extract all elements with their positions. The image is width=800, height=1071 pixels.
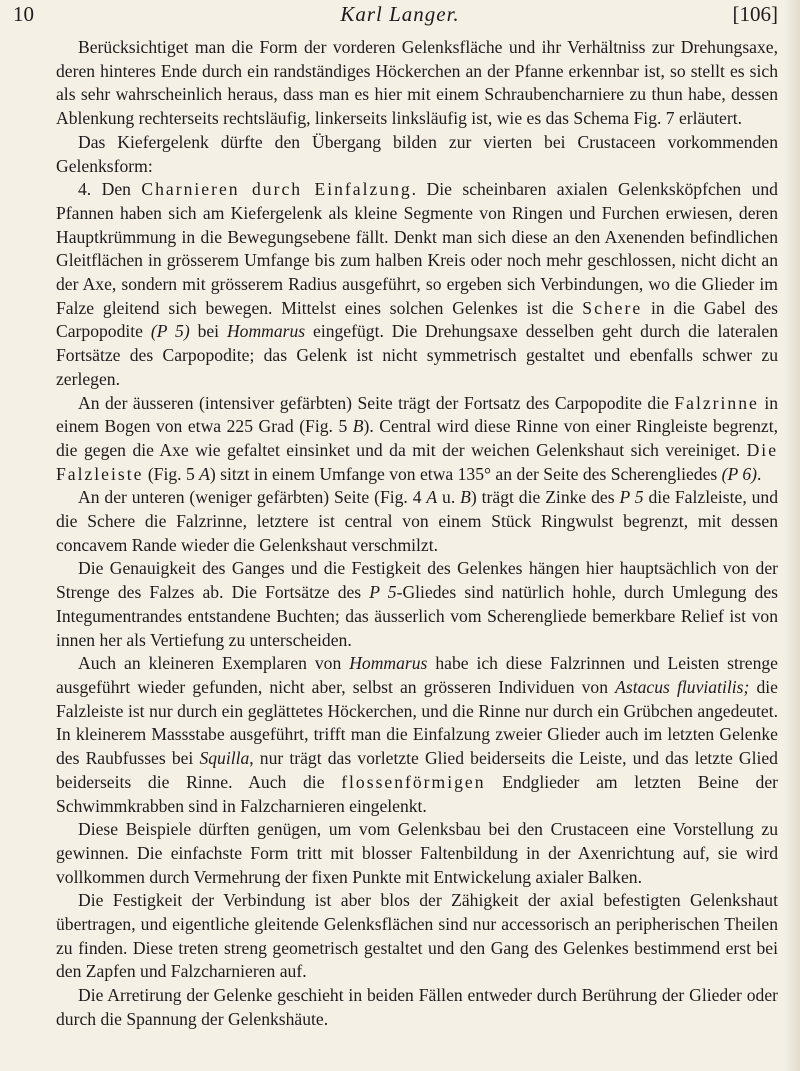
- italic-text: P 5: [369, 582, 397, 603]
- paragraph-text: ). Central wird diese Rinne von einer Ringleiste begrenzt, die gegen die Axe wie gefaltet einsinket und da mit der weichen Gelenkshaut sich vereiniget.: [56, 416, 778, 460]
- italic-text: (P 6): [721, 463, 757, 484]
- paragraph: [56, 889, 778, 984]
- italic-text: B: [352, 416, 364, 437]
- italic-text: Hommarus: [349, 653, 428, 674]
- paragraph-text: in die Gabel des Carpopodite: [56, 297, 779, 342]
- paragraph-text: . Die scheinbaren axialen Gelenksköpfchen und Pfannen haben sich am Kiefergelenk als kleine Segmente von Ringen und Furchen erwiesen, deren Hauptkrümmung in die Bewegungsebene fällt. Denkt man sich diese an den Axenenden befindlichen Gleitflächen in grösserem Umfange bis zum halben Kreis oder noch mehr geschlossen, nicht dicht an der Axe, sondern mit grösserem Radius ausgeführt, so ergeben sich Verbindungen, wo die Glieder im Falze gleitend sich bewegen. Mittelst eines solchen Gelenkes ist die: [56, 179, 778, 318]
- paragraph-text: 4. Den: [78, 179, 142, 200]
- paragraph: [56, 557, 778, 652]
- paragraph-text: bei: [189, 321, 227, 342]
- page-header: [0, 0, 800, 30]
- paragraph-text: ) trägt die Zinke des: [470, 487, 620, 508]
- italic-text: A: [199, 463, 210, 484]
- paragraph: [56, 131, 778, 178]
- paragraph-text: habe ich diese Falzrinnen und Leisten strenge ausgeführt wieder gefunden, nicht aber, selbst an grösseren Individuen von: [56, 653, 778, 697]
- paragraph-text: die Falzleiste, und die Schere die Falzrinne, letztere ist central von einem Stück Ringwulst begrenzt, mit dessen concavem Rande wieder die Gelenkshaut verschmilzt.: [56, 487, 779, 555]
- paragraph-text: in einem Bogen von etwa 225 Grad (Fig. 5: [56, 392, 778, 437]
- paragraph-text: Endglieder am letzten Beine der Schwimmkrabben sind in Falzcharnieren eingelenkt.: [56, 771, 778, 816]
- page-body: [56, 36, 778, 1032]
- paragraph-text: Das Kiefergelenk dürfte den Übergang bilden zur vierten bei Crustaceen vorkommenden Gelenksform:: [56, 131, 778, 176]
- paragraph-text: , nur trägt das vorletzte Glied beiderseits die Leiste, und das letzte Glied beiderseits die Rinne. Auch die: [56, 748, 778, 792]
- paragraph-text: u.: [437, 487, 461, 508]
- paragraph-text: Die Arretirung der Gelenke geschieht in beiden Fällen entweder durch Berührung der Glieder oder durch die Spannung der Gelenkshäute.: [56, 985, 778, 1029]
- paragraph-text: Diese Beispiele dürften genügen, um vom Gelenksbau bei den Crustaceen eine Vorstellung zu gewinnen. Die einfachste Form tritt mit blosser Faltenbildung in der Axenrichtung auf, sie wird vollkommen durch Vermehrung der fixen Punkte mit Entwickelung axialer Balken.: [56, 819, 778, 887]
- paragraph-text: -Gliedes sind natürlich hohle, durch Umlegung des Integumentrandes entstandene Buchten; das äusserlich vom Scherengliede bemerkbare Relief ist von innen her als Vertiefung zu unterscheiden.: [56, 582, 778, 650]
- page-number: 10: [13, 2, 34, 26]
- paragraph-text: die Falzleiste ist nur durch ein geglättetes Höckerchen, und die Rinne nur durch ein Grübchen angedeutet. In kleinerem Massstabe ausgeführt, trifft man die Einfalzung zweier Glieder auch im letzten Gelenke des Raubfusses bei: [56, 676, 778, 769]
- paragraph: [56, 486, 778, 557]
- paragraph: [56, 818, 778, 889]
- paragraph-text: eingefügt. Die Drehungsaxe desselben geht durch die lateralen Fortsätze des Carpopodite; das Gelenk ist nicht symmetrisch gestaltet und ebenfalls schwer zu zerlegen.: [56, 321, 779, 389]
- italic-text: B: [460, 487, 471, 508]
- paragraph-text: Die Genauigkeit des Ganges und die Festigkeit des Gelenkes hängen hier hauptsächlich von der Strenge des Falzes ab. Die Fortsätze des: [56, 558, 778, 603]
- section-number: [106]: [732, 2, 778, 26]
- paragraph: [56, 36, 778, 131]
- italic-text: A: [426, 487, 438, 508]
- italic-text: Squilla: [199, 748, 250, 769]
- paragraph: [56, 984, 778, 1031]
- paragraph: [56, 652, 778, 818]
- spaced-emphasis-text: Schere: [582, 297, 643, 318]
- paragraph-text: ) sitzt in einem Umfange von etwa 135° an der Seite des Scherengliedes: [209, 463, 722, 484]
- spaced-emphasis-text: flossenförmigen: [341, 771, 486, 792]
- italic-text: Hommarus: [226, 321, 306, 342]
- running-title: Karl Langer.: [340, 2, 460, 26]
- paragraph: [56, 178, 778, 391]
- paragraph-text: (Fig. 5: [143, 463, 200, 484]
- paragraph-text: An der unteren (weniger gefärbten) Seite (Fig. 4: [78, 487, 427, 508]
- italic-text: Astacus fluviatilis;: [615, 676, 750, 697]
- paragraph-text: Die Festigkeit der Verbindung ist aber blos der Zähigkeit der axial befestigten Gelenkshaut übertragen, und eigentliche gleitende Gelenksflächen sind nur accessorisch an peripherischen Theilen zu finden. Diese treten streng geometrisch gestaltet und den Gang des Gelenkes bestimmend erst bei den Zapfen und Falzcharnieren auf.: [56, 890, 778, 982]
- page-edge-shadow: [784, 0, 800, 1071]
- italic-text: (P 5): [150, 321, 190, 342]
- italic-text: P 5: [619, 487, 644, 508]
- spaced-emphasis-text: Charnieren durch Einfalzung: [141, 179, 412, 200]
- paragraph-text: .: [756, 463, 762, 484]
- paragraph: [56, 392, 778, 487]
- paragraph-text: Berücksichtiget man die Form der vorderen Gelenksfläche und ihr Verhältniss zur Drehungsaxe, deren hinteres Ende durch ein randständiges Höckerchen an der Pfanne erkennbar ist, so stellt es sich als sehr wahrscheinlich heraus, dass man es hier mit einem Schraubencharniere zu thun habe, dessen Ablenkung rechterseits rechtsläufig, linkerseits linksläufig ist, wie es das Schema Fig. 7 erläutert.: [56, 37, 778, 129]
- spaced-emphasis-text: Falzrinne: [674, 392, 759, 413]
- paragraph-text: Auch an kleineren Exemplaren von: [78, 653, 350, 674]
- paragraph-text: An der äusseren (intensiver gefärbten) Seite trägt der Fortsatz des Carpopodite die: [78, 392, 675, 413]
- spaced-emphasis-text: Die Falzleiste: [56, 439, 778, 484]
